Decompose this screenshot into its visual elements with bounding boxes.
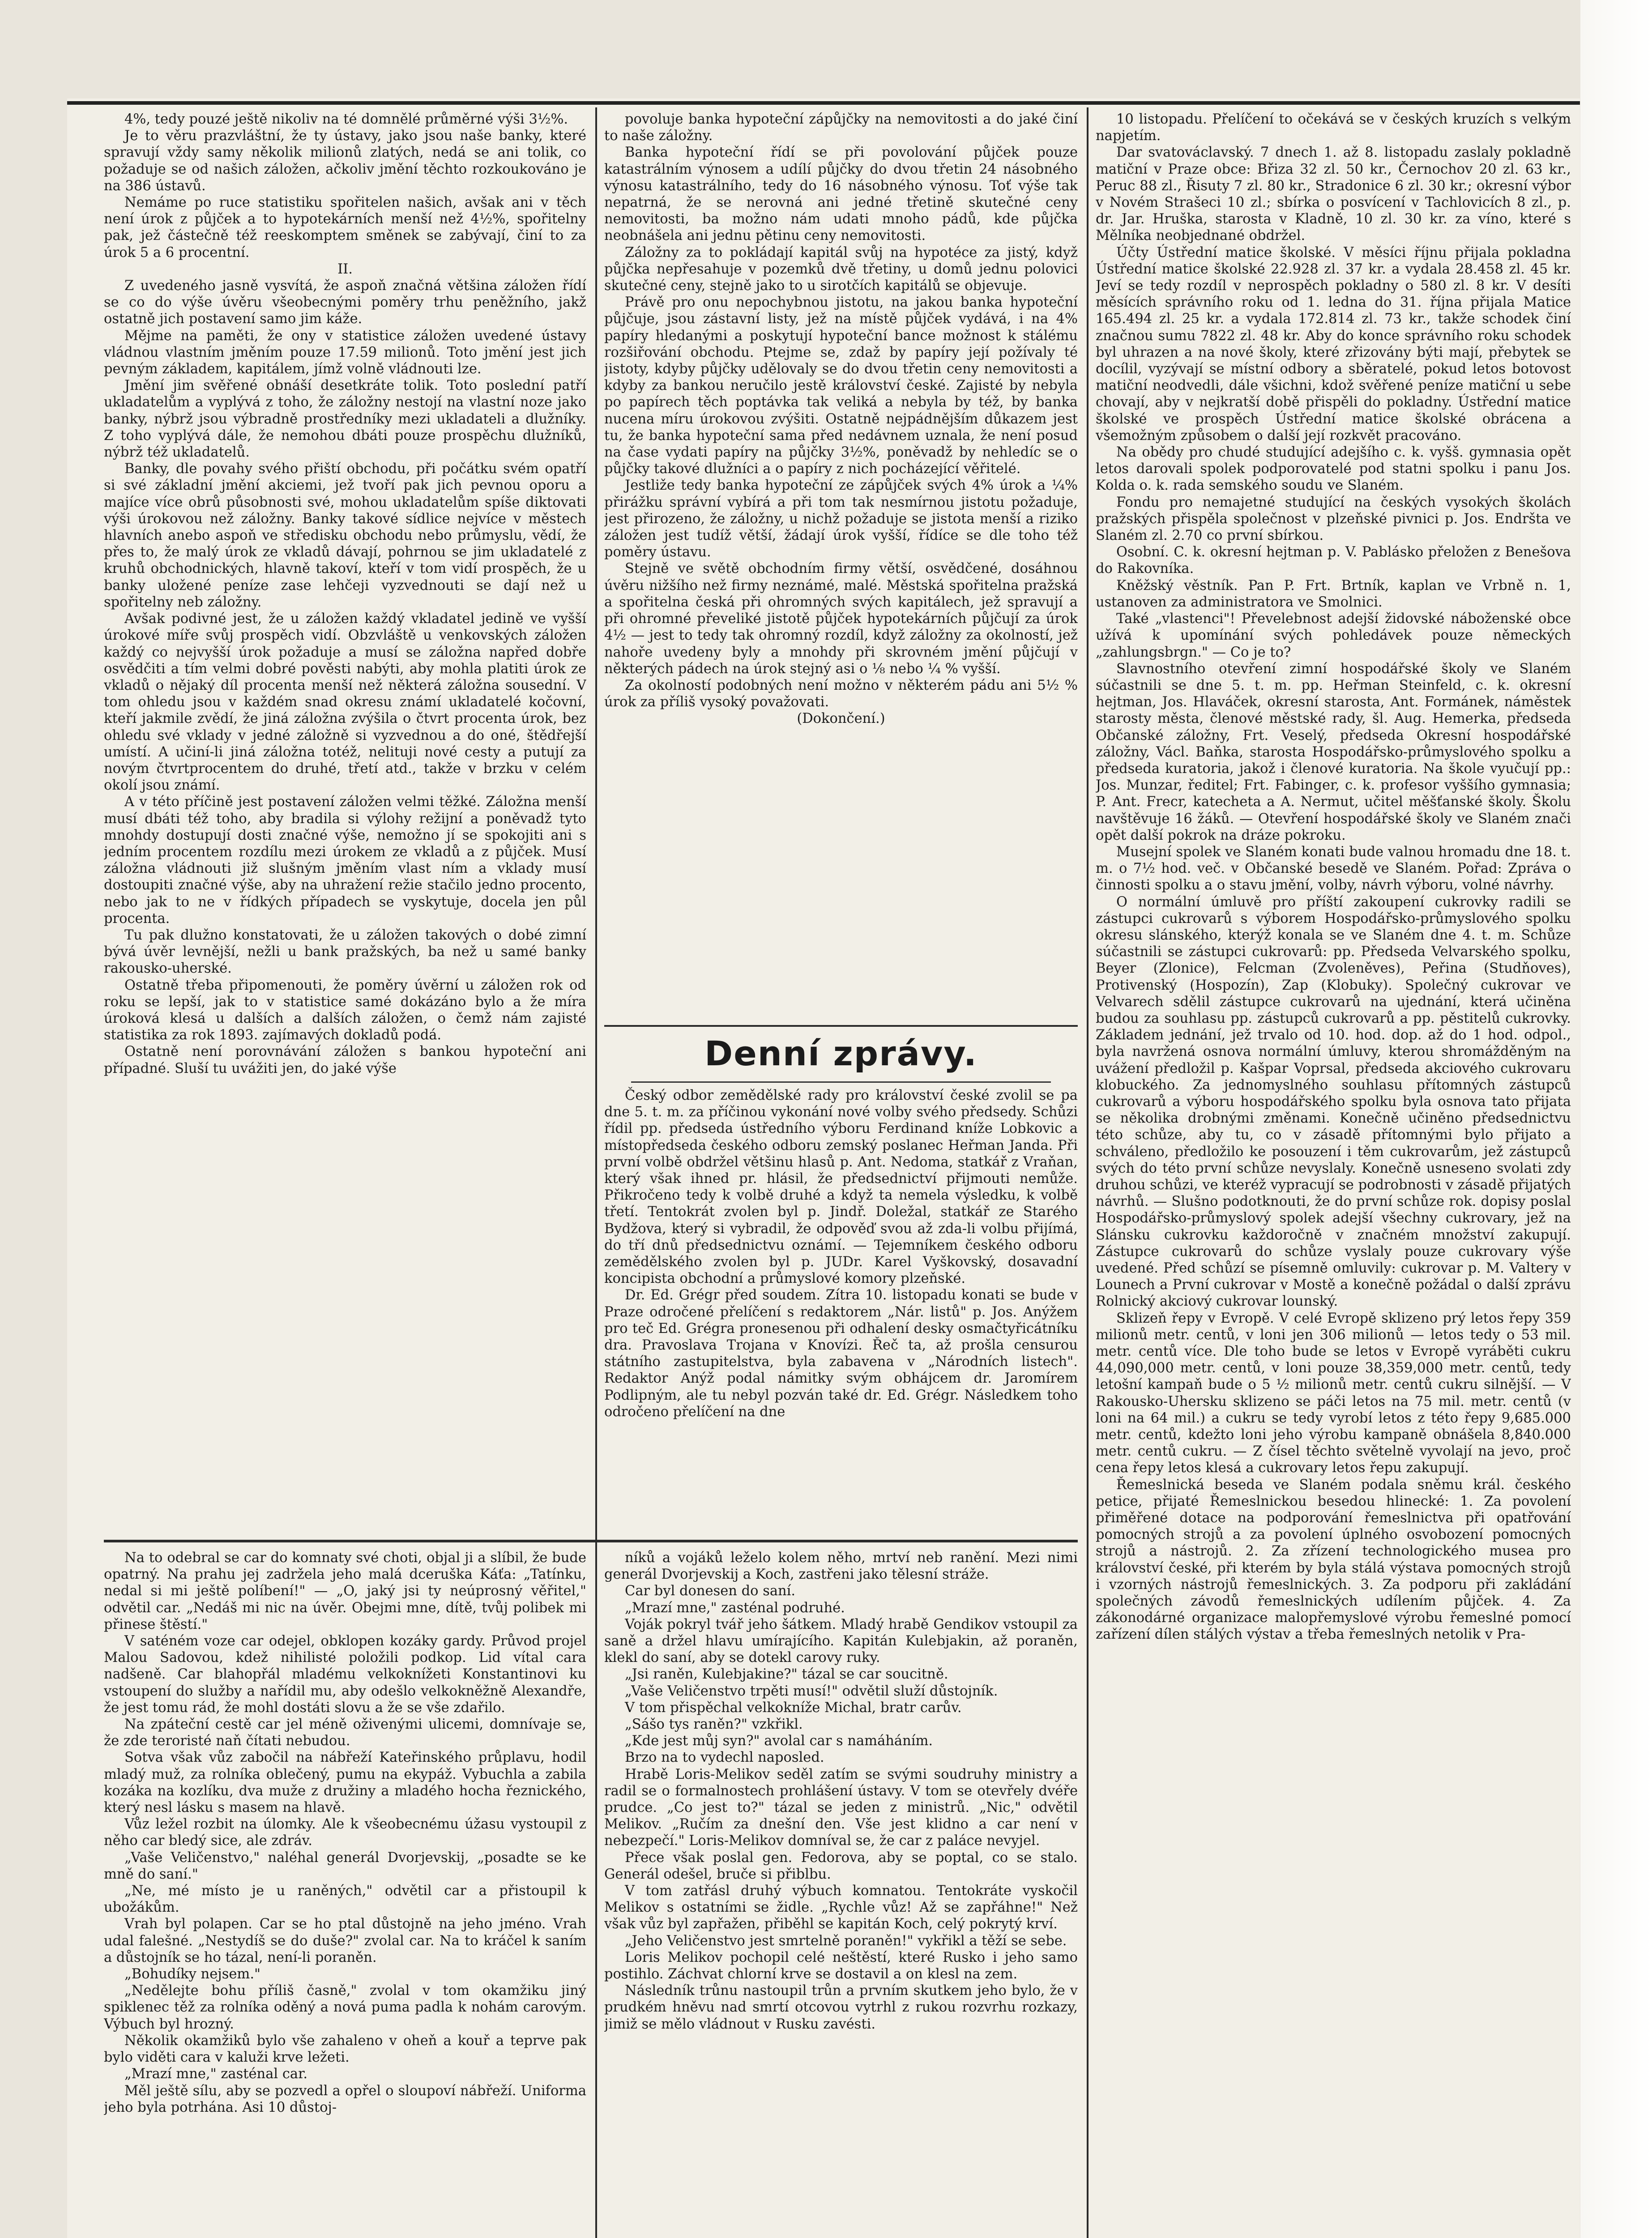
story-left-paragraph: „Ne, mé místo je u raněných," odvětil car a přistoupil k ubožákům. <box>104 1883 586 1916</box>
col3-top-paragraph: Také „vlastenci"! Převelebnost adejší židovské náboženské obce užívá k upomínání svých pohledávek pouze německých „zahlungsbrgn." — Co je to? <box>1096 611 1571 660</box>
right-margin <box>1580 0 1652 2238</box>
story-left-paragraph: „Nedělejte bohu příliš časně," zvolal v tom okamžiku jiný spiklenec těž za rolníka oděný a nová puma padla k nohám carovým. Výbuch byl hrozný. <box>104 1983 586 2032</box>
section-title: Denní zprávy. <box>704 1034 978 1073</box>
daily-news-body <box>604 1087 1078 1420</box>
story-right-paragraph: „Kde jest můj syn?" avolal car s namáháním. <box>625 1733 933 1749</box>
story-left-paragraph: Vůz ležel rozbit na úlomky. Ale k všeobecnému úžasu vystoupil z něho car bledý sice, ale zdráv. <box>104 1816 586 1849</box>
story-right-paragraph: „Jeho Veličenstvo jest smrtelně poraněn!" vykřikl a těží se sebe. <box>625 1933 1067 1949</box>
feuilleton-column-right <box>604 1550 1078 2238</box>
column-1-article <box>104 111 586 1530</box>
story-left-paragraph: Několik okamžiků bylo vše zahaleno v oheň a kouř a teprve pak bylo viděti cara v kaluži krve ležeti. <box>104 2033 586 2066</box>
story-right-paragraph: V tom zatřásl druhý výbuch komnatou. Tentokráte vyskočil Melikov s ostatními se židle. „Rychle vůz! Až se zapřáhne!" Než však vůz byl zapřažen, přiběhl se kapitán Koch, celý pokrytý krví. <box>604 1883 1078 1932</box>
col1-top-paragraph: Banky, dle povahy svého přiští obchodu, při počátku svém opatří si své základní jmění akciemi, jež tvoří pak jich pevnou oporu a majíce více obrů působnosti své, mohou ukladatelům spíše diktovati výši úrokovou než záložny. Banky takové sídlice nejvíce v městech hlavních anebo aspoň ve středisku obchodu nebo průmyslu, vědí, že přes to, že malý úrok ze vkladů dávají, pohrnou se jim ukladatelé z kruhů obchodnických, hlavně takoví, kteří v tom vidí prospěch, že u banky uložené peníze zase lehčeji vyzvednouti se dají než u spořitelny neb záložny. <box>104 461 586 610</box>
column-2-daily-news <box>604 1029 1078 1535</box>
story-right-paragraph: „Sášo tys raněn?" vzkřikl. <box>625 1717 803 1733</box>
story-right-paragraph: Následník trůnu nastoupil trůn a prvním skutkem jeho bylo, že v prudkém hněvu nad smrtí otcovou vytrhl z rukou rozvrhu rozkazy, jimiž se mělo vládnout v Rusku zavésti. <box>604 1983 1078 2032</box>
col3-top-paragraph: Slavnostního otevření zimní hospodářské školy ve Slaném súčastnili se dne 5. t. m. pp. Heřman Steinfeld, c. k. okresní hejtman, Jos. Hlaváček, okresní starosta, Ant. Formánek, náměstek starosty města, členové městské rady, šl. Aug. Hemerka, předseda Občanské záložny, Frt. Veselý, předseda Okresní hospodářské záložny, Václ. Baňka, starosta Hospodářsko-průmyslového spolku a předseda kuratoria, jakož i členové kuratoria. Na škole vyučují pp.: Jos. Munzar, ředitel; Frt. Fabinger, c. k. profesor vyššího gymnasia; P. Ant. Frecr, katecheta a A. Nermut, učitel měšťanské školy. Školu navštěvuje 16 žáků. — Otevření hospodářské školy ve Slaném znači opět další pokrok na dráze pokroku. <box>1096 661 1571 843</box>
col2-top-paragraph: Stejně ve světě obchodním firmy větší, osvědčené, dosáhnou úvěru nižšího než firmy neznámé, malé. Městská spořitelna pražská a spořitelna česká při ohromných svých kapitálech, jež spravují a při ohromné převeliké jistotě půjček hypotekárních půjčují za úrok 4½ — jest to tedy tak ohromný rozdíl, když záložny za okolností, jež nahoře uvedeny byly a mnohdy při skrovném jmění půjčují v některých pádech na úrok stejný asi o ⅛ nebo ¼ % vyšší. <box>604 561 1078 677</box>
story-left-paragraph: V saténém voze car odejel, obklopen kozáky gardy. Průvod projel Malou Sadovou, kdež nihilisté položili podkop. Lid vítal cara nadšeně. Car blahopřál mladému velkoknížeti Konstantinovi ku vstoupení do služby a nařídil mu, aby odešlo velkokněžně Alexandře, že jest tomu rád, že mohl dostáti slovu a že se vše zdařilo. <box>104 1633 586 1716</box>
col2-top-paragraph: Záložny za to pokládají kapitál svůj na hypotéce za jistý, když půjčka nepřesahuje v pozemků dvě třetiny, u domů jednu polovici skutečné ceny, stejně jako to u sirotčích kapitálů se objevuje. <box>604 244 1078 294</box>
story-left-paragraph: „Vaše Veličenstvo," naléhal generál Dvorjevskij, „posadte se ke mně do saní." <box>104 1849 586 1882</box>
col2-top-paragraph: Právě pro onu nepochybnou jistotu, na jakou banka hypoteční půjčuje, jsou zástavní listy, jež na místě půjček vydává, i na 4% papíry hledanými a poskytují hypoteční bance možnost k stálému rozšiřování obchodu. Ptejme se, zdaž by papíry její požívaly té jistoty, kdyby půjčky udělovaly se do dvou třetin ceny nemovitosti a kdyby za bankou neručilo jestě království české. Zajisté by nebyla po papírech těch poptávka tak veliká a nebyla by též, by banka nucena míru úrokovou zvýšiti. Ostatně nejpádnějším důkazem jest tu, že banka hypoteční sama před nedávnem uznala, že není posud na čase vydati papíry na půjčky 3½%, poněvadž by nehledíc se o půjčky takové dlužníci a o papíry z nich pocházející věřitelé. <box>604 295 1078 477</box>
col1-top-paragraph: A v této příčině jest postavení záložen velmi těžké. Záložna menší musí dbáti též toho, aby bradila si výlohy režijní a poněvadž tyto mnohdy dostupují dosti značné výše, nemožno jí se spokojiti ani s jedním procentem rozdílu mezi úrokem ze vkladů a z půjček. Musí záložna vládnouti již slušným jměním vlast ním a vklady musí dostoupiti značné výše, aby na uhražení režie stačilo jedno procento, nebo jak to ne v řídkých případech se vyskytuje, docela jen půl procenta. <box>104 794 586 927</box>
column-divider-1 <box>595 107 597 2238</box>
col1-top-paragraph: II. <box>337 261 353 277</box>
story-left-paragraph: Vrah byl polapen. Car se ho ptal důstojně na jeho jméno. Vrah udal falešné. „Nestydíš se do duše?" zvolal car. Na to kráčel k saním a důstojník se ho tázal, není-li poraněn. <box>104 1916 586 1965</box>
col1-top-paragraph: Tu pak dlužno konstatovati, že u záložen takových o dobé zimní bývá úvěr levnější, nežli u bank pražských, ba než u samé banky rakousko-uherské. <box>104 927 586 977</box>
story-right-paragraph: Voják pokryl tvář jeho šátkem. Mladý hrabě Gendikov vstoupil za saně a držel hlavu umírajícího. Kapitán Kulebjakin, až poraněn, klekl do saní, aby se dotekl carovy ruky. <box>604 1616 1078 1666</box>
story-right-paragraph: „Mrazí mne," zasténal podruhé. <box>625 1600 845 1616</box>
column-2-article <box>604 111 1078 1087</box>
col1-top-paragraph: 4%, tedy pouzé ještě nikoliv na té domnělé průměrné výši 3½%. <box>124 111 568 127</box>
story-right-paragraph: „Jsi raněn, Kulebjakine?" tázal se car soucitně. <box>625 1666 948 1683</box>
col2-top-paragraph: povoluje banka hypoteční zápůjčky na nemovitosti a do jaké činí to naše záložny. <box>604 111 1078 144</box>
story-left-paragraph: Na zpáteční cestě car jel méně oživenými ulicemi, domnívaje se, že zde teroristé naň čítati nebudou. <box>104 1717 586 1749</box>
story-right-paragraph: níků a vojáků leželo kolem něho, mrtví neb ranění. Mezi nimi generál Dvorjevskij a Koch, zastřeni jako tělesní stráže. <box>604 1550 1078 1583</box>
col3-top-paragraph: Řemeslnická beseda ve Slaném podala sněmu král. českého petice, přijaté Řemeslnickou besedou hlinecké: 1. Za povolení přiměřené dotace na podporování řemeslnictva při opatřování pomocných strojů a za povolení úplného osvobození pomocných strojů a nástrojů. 2. Za zřízení technologického musea pro království české, při kterém by byla stálá výstava pomocných strojů i vzorných nástrojů řemeslnických. 3. Za podporu při zakládání společných závodů řemeslnických udílením půjček. 4. Za zákonodárné organizace malopřemyslové výrobu řemeslné pomocí zařízení dílen stálých výstav a třeba řemeslných netolik v Pra- <box>1096 1477 1571 1643</box>
col1-top-paragraph: Avšak podivné jest, že u záložen každý vkladatel jedině ve vyšší úrokové míře svůj prospěch vidí. Obzvláště u venkovských záložen každý co nejvyšší úrok požaduje a musí se záložna napřed dobře osvědčiti a tím velmi dobré pověsti nabýti, aby mohla platiti úrok ze vkladů o nějaký díl procenta menší než některá záložna sousední. V tom ohledu jsou v každém snad okresu známí ukladatelé kočovní, kteří jakmile zvědí, že jiná záložna zvýšila o čtvrt procenta úrok, bez ohledu své vklady v jedné záložně si vyzvednou a do oné, štědřejší umístí. A učiní-li jiná záložna totéž, nelituji nové cesty a putují za novým čtvrtprocentem do druhé, třetí atd., takže v brzku v celém okolí jsou známí. <box>104 611 586 794</box>
col1-top-paragraph: Je to věru prazvláštní, že ty ústavy, jako jsou naše banky, které spravují vždy samy několik milionů zlatých, nedá se ani tolik, co požaduje se od našich záložen, ačkoliv jmění těchto rozkoukováno je na 386 ústavů. <box>104 128 586 194</box>
story-left-paragraph: Sotva však vůz zabočil na nábřeží Kateřinského průplavu, hodil mladý muž, za rolníka oblečený, pumu na ekypáž. Vybuchla a zabila kozáka na kozlíku, dva muže z družiny a mladého hocha řeznického, který nesl lásku s masem na hlavě. <box>104 1750 586 1816</box>
story-right-paragraph: Brzo na to vydechl naposled. <box>625 1750 824 1766</box>
story-left-paragraph: „Bohudíky nejsem." <box>124 1966 261 1982</box>
col2-news-paragraph: Dr. Ed. Grégr před soudem. Zítra 10. listopadu konati se bude v Praze odročené přelíčení s redaktorem „Nár. listů" p. Jos. Anýžem pro teč Ed. Grégra pronesenou při odhalení desky osmačtyřicátníku dra. Pravoslava Trojana v Knovízi. Řeč ta, až prošla censurou státního zastupitelstva, byla zabavena v „Národních listech". Redaktor Anýž podal námitky svým obhájcem dr. Jaromírem Podlipným, ale tu nebyl pozván také dr. Ed. Grégr. Následkem toho odročeno přelíčení na dne <box>604 1287 1078 1420</box>
top-rule <box>67 101 1580 105</box>
col3-top-paragraph: O normální úmluvě pro příští zakoupení cukrovky radili se zástupci cukrovarů s výborem Hospodářsko-průmyslového spolku okresu slánského, kterýž konala se ve Slaném dne 4. t. m. Schůze súčastnili se zástupci cukrovarů: pp. Předseda Velvarského spolku, Beyer (Zlonice), Felcman (Zvoleněves), Peřina (Studňoves), Protivenský (Hospozín), Zap (Klobuky). Společný cukrovar ve Velvarech sdělil zástupce cukrovarů na ujednání, která učiněna budou za souhlasu pp. zástupců cukrovarů a pp. pěstitelů cukrovky. Základem jednání, jež trvalo od 10. hod. dop. až do 1 hod. odpol., byla navržená osnova normální úmluvy, kterou shromážděným na uvážení předložil p. Kašpar Voprsal, předseda akciového cukrovaru klobuckého. Za jednomyslného souhlasu přítomných zástupců cukrovarů a výboru hospodářského spolku byla osnova tato přijata se několika drobnými změnami. Konečně učiněno předsednictvu této schůze, aby tu, co v zásadě přítomnými bylo přijato a schváleno, předložilo ke posouzení i těm cukrovarům, jež zástupců svých do této první schůze nevyslaly. Konečně usneseno svolati zdy druhou schůzi, ve kteréž vypracují se podrobnosti v zásadě přijatých návrhů. — Slušno podotknouti, že do první schůze rok. dopisy poslal Hospodářsko-průmyslový spolek adejší všechny cukrovary, jež na Slánsku cukrovku každoročně v značném množství zakupují. Zástupce cukrovarů do schůze vyslaly pouze cukrovary výše uvedené. Před schůzí se písemně omluvily: cukrovar p. M. Valtery v Lounech a První cukrovar v Mostě a konečně požádal o další zprávu Rolnický akciový cukrovar lounský. <box>1096 894 1571 1310</box>
story-left-paragraph: Na to odebral se car do komnaty své choti, objal ji a slíbil, že bude opatrný. Na prahu jej zadržela jeho malá dceruška Káťa: „Tatínku, nedal si mi ještě políbení!" — „O, jaký jsi ty neúprosný věřitel," odvětil car. „Nedáš mi nic na úvěr. Obejmi mne, dítě, tvůj polibek mi přinese štěstí." <box>104 1550 586 1632</box>
story-right-paragraph: Loris Melikov pochopil celé neštěstí, které Rusko i jeho samo postihlo. Záchvat chlorní krve se dostavil a on klesl na zem. <box>604 1949 1078 1982</box>
col1-top-paragraph: Ostatně třeba připomenouti, že poměry úvěrní u záložen rok od roku se lepší, jak to v statistice samé dokázáno bylo a že míra úroková klesá u dalších a dalších záložen, o čemž nám zajisté statistika za rok 1893. zajímavých dokladů podá. <box>104 977 586 1043</box>
col2-top-paragraph: Jestliže tedy banka hypoteční ze zápůjček svých 4% úrok a ¼% přirážku správní vybírá a při tom tak nesmírnou jistotu požaduje, jest přirozeno, že záložny, u nichž požaduje se jistota menší a riziko záložen jest tudíž větší, žádají úrok vyšší, řídíce se dle toho též poměry ústavu. <box>604 478 1078 560</box>
col3-top-paragraph: Musejní spolek ve Slaném konati bude valnou hromadu dne 18. t. m. o 7½ hod. več. v Občanské besedě ve Slaném. Pořad: Zpráva o činnosti spolku a o stavu jmění, volby, návrh výboru, volné návrhy. <box>1096 844 1571 893</box>
col1-top-paragraph: Ostatně není porovnávání záložen s bankou hypoteční ani případné. Sluší tu uvážiti jen, do jaké výše <box>104 1044 586 1076</box>
story-left-paragraph: Měl ještě sílu, aby se pozvedl a opřel o sloupoví nábřeží. Uniforma jeho byla potrhána. Asi 10 důstoj- <box>104 2083 586 2115</box>
story-right-paragraph: Přece však poslal gen. Fedorova, aby se poptal, co se stalo. Generál odešel, bruče si přiblbu. <box>604 1849 1078 1882</box>
story-left-paragraph: „Mrazí mne," zasténal car. <box>124 2066 308 2082</box>
col2-top-paragraph: (Dokončení.) <box>797 711 885 727</box>
column-divider-2 <box>1087 107 1089 2238</box>
story-right-paragraph: Car byl donesen do saní. <box>625 1583 796 1599</box>
section-divider <box>604 1025 1078 1027</box>
story-right-paragraph: „Vaše Veličenstvo trpěti musí!" odvětil služí důstojník. <box>625 1683 998 1699</box>
col3-top-paragraph: Účty Ústřední matice školské. V měsíci říjnu přijala pokladna Ústřední matice školské 22.928 zl. 37 kr. a vydala 28.458 zl. 45 kr. Jeví se tedy rozdíl v neprospěch pokladny o 580 zl. 8 kr. V desíti měsících správního roku od 1. ledna do 31. října přijala Matice 165.494 zl. 25 kr. a vydala 172.814 zl. 73 kr., takže schodek činí značnou sumu 7822 zl. 48 kr. Aby do konce správního roku schodek byl uhrazen a na nové školy, které zřizovány býti mají, přebytek se docílil, vyzývají se místní odbory a sběratelé, pokud letos botovost matiční neodvedli, dále všichni, kdož svěřené peníze matiční u sebe chovají, aby v nejkratší době přispěli do pokladny. Ústřední matice školské ve prospěch Ústřední matice školské obrácena a všemožným způsobem o další její rozkvět pracováno. <box>1096 244 1571 444</box>
story-right-paragraph: Hrabě Loris-Melikov seděl zatím se svými soudruhy ministry a radil se o formalnostech prohlášení ústavy. V tom se otevřely dvéře prudce. „Co jest to?" tázal se jeden z ministrů. „Nic," odvětil Melikov. „Ručím za dnešní den. Vše jest klidno a car není v nebezpečí." Loris-Melikov domníval se, že car z paláce nevyjel. <box>604 1766 1078 1849</box>
col3-top-paragraph: Na obědy pro chudé studující adejšího c. k. vyšš. gymnasia opět letos darovali spolek podporovatelé pod statni spolku i panu Jos. Kolda o. k. rada semského soudu ve Slaném. <box>1096 444 1571 494</box>
col2-news-paragraph: Český odbor zemědělské rady pro království české zvolil se pa dne 5. t. m. za příčinou vykonání nové volby svého předsedy. Schůzi řídil pp. předseda ústředního výboru Ferdinand kníže Lobkovic a místopředseda českého odboru zemský poslanec Heřman Janda. Při první volbě obdržel většinu hlasů p. Ant. Nedoma, statkář z Vraňan, který však ihned pr. hlásil, že předsednictví přijmouti nemůže. Přikročeno tedy k volbě druhé a když ta nemela výsledku, k volbě třetí. Tentokrát zvolen byl p. Jindř. Doležal, statkář ze Starého Bydžova, který si vybradil, že odpověď svou až zda-li volbu přijímá, do tří dnů předsednictvu oznámí. — Tejemníkem českého odboru zemědělského zvolen byl p. JUDr. Karel Vyškovský, dosavadní koncipista obchodní a průmyslové komory plzeňské. <box>604 1088 1078 1287</box>
story-right-paragraph: V tom přispěchal velkokníže Michal, bratr carův. <box>625 1700 962 1716</box>
feuilleton-column-left <box>104 1550 586 2238</box>
col3-top-paragraph: Osobní. C. k. okresní hejtman p. V. Pablásko přeložen z Benešova do Rakovníka. <box>1096 544 1571 577</box>
title-rule <box>631 1081 1051 1083</box>
col2-top-paragraph: Banka hypoteční řídí se při povolování půjček pouze katastrálním výnosem a udílí půjčky do dvou třetin 24 násobného výnosu katastrálního, tedy do 16 násobného výnosu. Toť výše tak nepatrná, že se nerovná ani jedné třetině skutečné ceny nemovitosti, ba možno nám udati mnoho pádů, kde půjčka neobnášela ani jednu pětinu ceny nemovitosti. <box>604 145 1078 244</box>
col1-top-paragraph: Z uvedeného jasně vysvítá, že aspoň značná většina záložen řídí se co do výše úvěru všeobecnými poměry trhu peněžního, jakž ostatně jich postavení samo jim káže. <box>104 278 586 327</box>
feuilleton-divider <box>104 1540 1078 1542</box>
col3-top-paragraph: Sklizeň řepy v Evropě. V celé Evropě sklizeno prý letos řepy 359 milionů metr. centů, v loni jen 306 milionů — letos tedy o 53 mil. metr. centů více. Dle toho bude se letos v Evropě vyráběti cukru 44,090,000 metr. centů, v loni pouze 38,359,000 metr. centů, tedy letošní kampaň bude o 5 ½ milionů metr. centů cukru silnější. — V Rakousko-Uhersku sklizeno se páči letos na 75 mil. metr. centů (v loni na 64 mil.) a cukru se tedy vyrobí letos z této řepy 9,685.000 metr. centů, kdežto loni jeho výrobu kampaně obnášela 8,840.000 metr. centů cukru. — Z čísel těchto světelně vyvolají na jevo, proč cena řepy letos klesá a cukrovary letos řepu zakupují. <box>1096 1310 1571 1476</box>
col3-top-paragraph: Dar svatováclavský. 7 dnech 1. až 8. listopadu zaslaly pokladně matiční v Praze obce: Břiza 32 zl. 50 kr., Černochov 20 zl. 63 kr., Peruc 88 zl., Řisuty 7 zl. 80 kr., Stradonice 6 zl. 30 kr.; okresní výbor v Novém Strašeci 10 zl.; sbírka o posvícení v Tachlovicích 8 zl., p. dr. Jar. Hruška, starosta v Kladně, 10 zl. 30 kr. za víno, které s Mělníka neobjednané obdržel. <box>1096 145 1571 244</box>
column-3-news <box>1096 111 1571 2238</box>
col2-top-paragraph: Za okolností podobných není možno v některém pádu ani 5½ % úrok za příliš vysoký považovati. <box>604 677 1078 710</box>
col3-top-paragraph: 10 listopadu. Přelíčení to očekává se v českých kruzích s velkým napjetím. <box>1096 111 1571 144</box>
col1-top-paragraph: Nemáme po ruce statistiku spořitelen našich, avšak ani v těch není úrok z půjček a to hypotekárních menší než 4½%, spořitelny pak, jež částečně též reeskomptem směnek se zabývají, činí to za úrok 5 a 6 procentní. <box>104 195 586 261</box>
col1-top-paragraph: Mějme na paměti, že ony v statistice záložen uvedené ústavy vládnou vlastním jměním pouze 17.59 milionů. Toto jmění jest jich pevným základem, kapitálem, jímž volně vládnouti lze. <box>104 328 586 377</box>
col3-top-paragraph: Fondu pro nemajetné studující na českých vysokých školách pražských přispěla společnost v plzeňské pivnici p. Jos. Endršta ve Slaném zl. 2.70 co první sbírkou. <box>1096 494 1571 544</box>
col1-top-paragraph: Jmění jim svěřené obnáší desetkráte tolik. Toto poslední patří ukladatelům a vyplývá z toho, že záložny nestojí na vlastní noze jako banky, nýbrž jsou výbradně prostředníky mezi ukladateli a dlužníky. Z toho vyplývá dále, že nemohou dbáti pouze prospěchu dlužníků, nýbrž též ukladatelů. <box>104 378 586 461</box>
col3-top-paragraph: Kněžský věstník. Pan P. Frt. Brtník, kaplan ve Vrbně n. 1, ustanoven za administratora ve Smolnici. <box>1096 577 1571 610</box>
